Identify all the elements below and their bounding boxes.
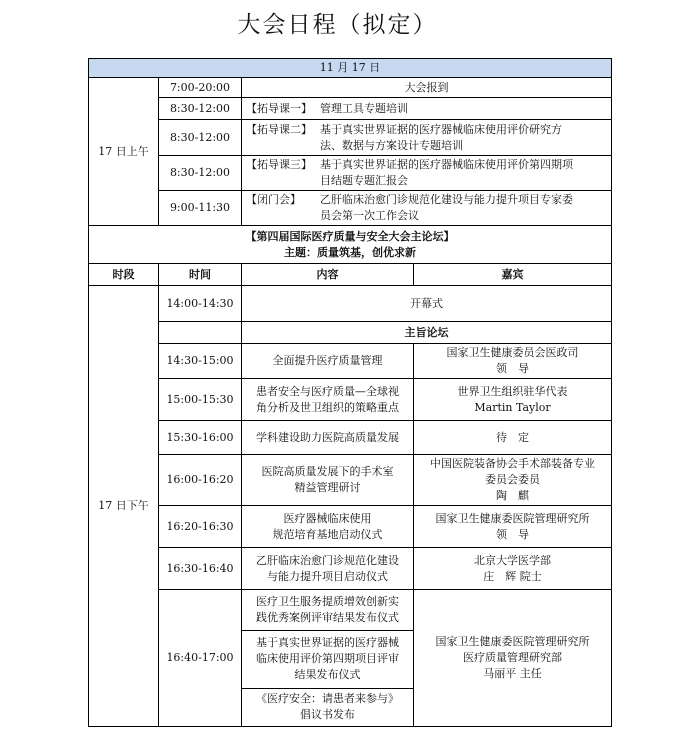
content-text: 患者安全与医疗质量—全球视 xyxy=(256,384,399,398)
table-row xyxy=(89,548,612,590)
time-cell: 8:30-12:00 xyxy=(159,120,242,156)
guest-text: 领 导 xyxy=(496,362,530,375)
guest-text: 国家卫生健康委员会医政司 xyxy=(446,346,579,359)
content-text: 倡议书发布 xyxy=(300,708,355,722)
period-morning: 17 日上午 xyxy=(89,78,159,226)
guest-cell xyxy=(414,590,612,727)
content-cell xyxy=(242,379,414,421)
sub-item xyxy=(242,590,413,630)
day-header-row xyxy=(89,59,612,78)
column-header: 内容 xyxy=(242,264,414,286)
content-text: 乙肝临床治愈门诊规范化建设 xyxy=(256,553,399,567)
table-row xyxy=(89,78,612,98)
content-text: 与能力提升项目启动仪式 xyxy=(267,569,388,583)
time-cell: 16:30-16:40 xyxy=(159,548,242,590)
content-text: 全面提升医疗质量管理 xyxy=(272,354,383,367)
session-tag: 【拓导课三】 xyxy=(246,158,312,171)
schedule-table xyxy=(88,58,612,727)
content-text: 精益管理研讨 xyxy=(294,481,361,494)
time-cell: 16:40-17:00 xyxy=(159,590,242,727)
table-row xyxy=(89,156,612,191)
session-text: 目结题专题汇报会 xyxy=(320,174,408,187)
time-cell: 16:20-16:30 xyxy=(159,506,242,548)
session-text: 管理工具专题培训 xyxy=(320,101,408,115)
content-cell: 大会报到 xyxy=(242,78,612,98)
session-tag: 【闭门会】 xyxy=(246,193,301,206)
page-title: 大会日程（拟定） xyxy=(237,12,438,38)
content-text: 医疗器械临床使用 xyxy=(283,511,372,525)
guest-text: 待 定 xyxy=(496,430,530,444)
opening-cell: 开幕式 xyxy=(242,286,612,322)
time-cell: 8:30-12:00 xyxy=(159,156,242,191)
content-cell xyxy=(242,191,612,226)
content-text: 结果发布仪式 xyxy=(294,668,361,681)
guest-cell xyxy=(414,344,612,379)
guest-cell xyxy=(414,421,612,455)
time-cell: 9:00-11:30 xyxy=(159,191,242,226)
session-text: 员会第一次工作会议 xyxy=(320,209,419,222)
sub-item xyxy=(242,630,413,688)
table-row xyxy=(89,455,612,506)
content-text: 角分析及世卫组织的策略重点 xyxy=(256,400,399,414)
guest-text: 庄 辉 院士 xyxy=(483,569,542,583)
guest-text: 中国医院装备协会手术部装备专业 xyxy=(430,457,596,470)
column-header: 时段 xyxy=(89,264,159,286)
keynote-label: 主旨论坛 xyxy=(242,322,612,344)
column-header: 嘉宾 xyxy=(414,264,612,286)
time-cell: 16:00-16:20 xyxy=(159,455,242,506)
content-text: 基于真实世界证据的医疗器械 xyxy=(256,636,399,649)
guest-cell xyxy=(414,506,612,548)
guest-text: 国家卫生健康委医院管理研究所 xyxy=(435,635,590,648)
content-cell xyxy=(242,548,414,590)
guest-text: 陶 麒 xyxy=(496,489,530,502)
guest-text: Martin Taylor xyxy=(474,400,551,414)
table-row xyxy=(89,344,612,379)
table-row xyxy=(89,286,612,322)
column-header-row xyxy=(89,264,612,286)
table-row xyxy=(89,98,612,120)
guest-text: 马丽平 主任 xyxy=(483,667,542,680)
content-text: 医疗卫生服务提质增效创新实 xyxy=(256,594,399,608)
session-text: 基于真实世界证据的医疗器械临床使用评价第四期项 xyxy=(320,158,573,171)
content-cell xyxy=(242,98,612,120)
forum-cell xyxy=(89,226,612,264)
guest-text: 国家卫生健康委医院管理研究所 xyxy=(435,511,590,525)
session-text: 乙肝临床治愈门诊规范化建设与能力提升项目专家委 xyxy=(320,193,573,206)
session-tag: 【拓导课二】 xyxy=(246,122,312,136)
content-cell xyxy=(242,156,612,191)
content-cell xyxy=(242,590,414,727)
guest-cell xyxy=(414,455,612,506)
content-text: 临床使用评价第四期项目评审 xyxy=(256,652,399,665)
empty-cell xyxy=(159,322,242,344)
sub-item xyxy=(242,688,413,726)
content-text: 医院高质量发展下的手术室 xyxy=(261,465,394,478)
content-text: 学科建设助力医院高质量发展 xyxy=(256,430,399,444)
content-cell xyxy=(242,455,414,506)
guest-cell xyxy=(414,379,612,421)
time-cell: 14:00-14:30 xyxy=(159,286,242,322)
sub-items xyxy=(242,590,413,726)
content-text: 《医疗安全：请患者来参与》 xyxy=(256,692,399,706)
time-cell: 15:30-16:00 xyxy=(159,421,242,455)
content-cell xyxy=(242,421,414,455)
content-cell xyxy=(242,120,612,156)
period-afternoon: 17 日下午 xyxy=(89,286,159,727)
guest-cell xyxy=(414,548,612,590)
table-row xyxy=(89,191,612,226)
session-text: 基于真实世界证据的医疗器械临床使用评价研究方 xyxy=(320,122,562,136)
forum-row xyxy=(89,226,612,264)
table-row xyxy=(89,421,612,455)
table-row xyxy=(89,590,612,727)
guest-text: 医疗质量管理研究部 xyxy=(463,651,563,664)
table-row xyxy=(89,506,612,548)
content-cell xyxy=(242,506,414,548)
session-tag: 【拓导课一】 xyxy=(246,101,312,115)
content-text: 践优秀案例评审结果发布仪式 xyxy=(256,610,399,624)
time-cell: 7:00-20:00 xyxy=(159,78,242,98)
guest-text: 世界卫生组织驻华代表 xyxy=(457,384,568,398)
forum-title: 【第四届国际医疗质量与安全大会主论坛】 xyxy=(245,229,455,243)
guest-text: 北京大学医学部 xyxy=(474,553,552,567)
time-cell: 15:00-15:30 xyxy=(159,379,242,421)
table-row xyxy=(89,322,612,344)
column-header: 时间 xyxy=(159,264,242,286)
forum-theme: 主题：质量筑基，创优求新 xyxy=(284,245,417,259)
table-row xyxy=(89,379,612,421)
content-text: 规范培育基地启动仪式 xyxy=(272,527,383,541)
guest-text: 领 导 xyxy=(496,527,530,541)
day-header: 11 月 17 日 xyxy=(89,59,612,78)
content-cell xyxy=(242,344,414,379)
time-cell: 8:30-12:00 xyxy=(159,98,242,120)
guest-text: 委员会委员 xyxy=(485,473,541,486)
time-cell: 14:30-15:00 xyxy=(159,344,242,379)
table-row xyxy=(89,120,612,156)
session-text: 法、数据与方案设计专题培训 xyxy=(320,138,463,152)
